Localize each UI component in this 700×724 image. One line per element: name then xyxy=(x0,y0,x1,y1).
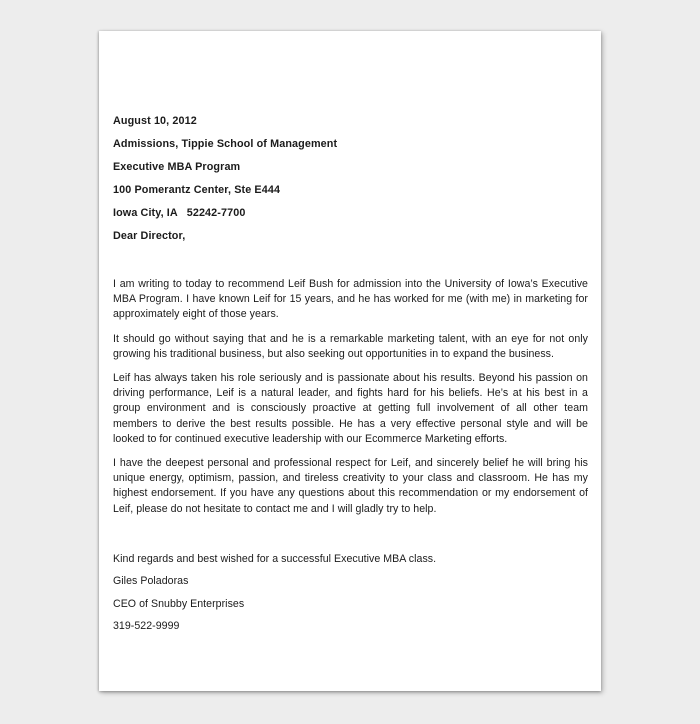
signature-name: Giles Poladoras xyxy=(113,575,189,588)
recipient-street-address: 100 Pomerantz Center, Ste E444 xyxy=(113,184,281,196)
body-paragraph-4: I have the deepest personal and professional respect for Leif, and sincerely belief he will bring his unique energy, optimism, passion, and tireless creativity to your class and classroom. He has my highest endorsement. If you have any questions about this recommendation or my endorsement of Leif, please do not hesitate to contact me and I will gladly try to help. xyxy=(113,457,588,515)
signature-phone: 319-522-9999 xyxy=(113,620,180,633)
letter-date: August 10, 2012 xyxy=(113,115,197,127)
letter-content xyxy=(113,31,588,638)
salutation: Dear Director, xyxy=(113,230,186,242)
letter-body-block xyxy=(113,248,588,517)
recipient-city-state-zip: Iowa City, IA 52242-7700 xyxy=(113,207,246,219)
letter-closing-block xyxy=(113,517,588,638)
letter-header-block xyxy=(113,31,588,248)
body-paragraph-1: I am writing to today to recommend Leif Bush for admission into the University of Iowa’s Executive MBA Program. I have known Leif for 15 years, and he has worked for me (with me) in marketing for approximately eight of those years. xyxy=(113,278,588,321)
closing-salutation: Kind regards and best wished for a successful Executive MBA class. xyxy=(113,552,437,565)
body-paragraph-2: It should go without saying that and he is a remarkable marketing talent, with an eye for not only growing his traditional business, but also seeking out opportunities in to expand the business. xyxy=(113,332,588,360)
recipient-program: Executive MBA Program xyxy=(113,161,241,173)
body-paragraph-3: Leif has always taken his role seriously and is passionate about his results. Beyond his passion on driving performance, Leif is a natural leader, and fights hard for his beliefs. He’s at his best in a group environment and is consciously proactive at getting full involvement of all other team members to derive the best results possible. He has a very effective personal style and will be looked to for continued executive leadership with our Ecommerce Marketing efforts. xyxy=(113,372,588,445)
letter-page xyxy=(99,31,601,691)
recipient-department: Admissions, Tippie School of Management xyxy=(113,138,338,150)
signature-title: CEO of Snubby Enterprises xyxy=(113,597,245,610)
